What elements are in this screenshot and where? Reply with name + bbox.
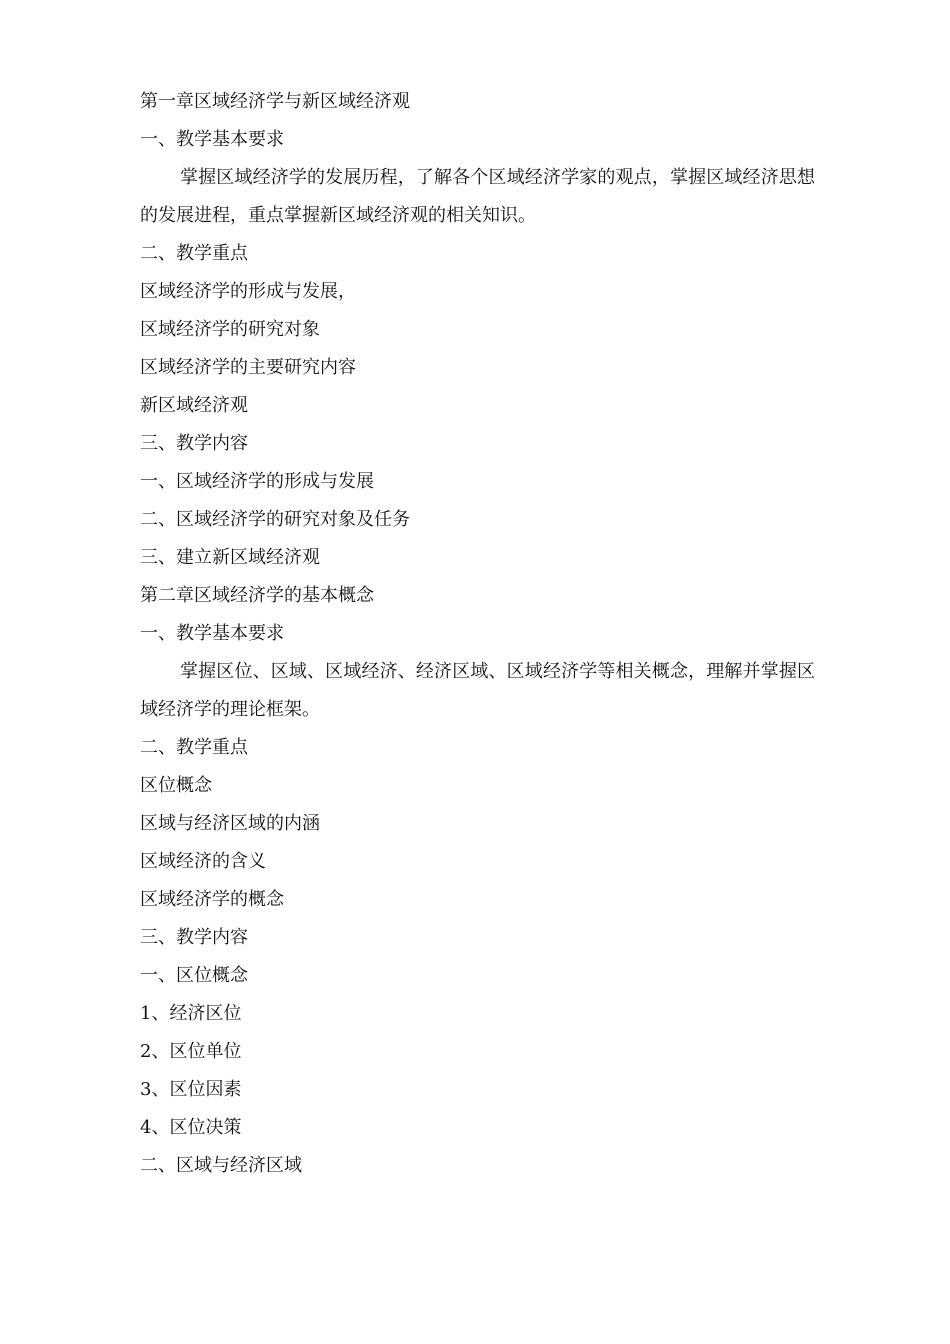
list-item: 区位概念 (140, 775, 212, 796)
chapter-title: 第一章区域经济学与新区域经济观 (140, 91, 410, 112)
list-item: 区域经济学的形成与发展， (140, 281, 356, 302)
list-item: 一、区域经济学的形成与发展 (140, 471, 374, 492)
list-item: 二、区域与经济区域 (140, 1155, 302, 1176)
list-item: 区域与经济区域的内涵 (140, 813, 320, 834)
document-body (140, 83, 815, 1185)
section-heading: 二、教学重点 (140, 243, 248, 264)
list-item: 4、区位决策 (140, 1117, 242, 1138)
list-item: 一、区位概念 (140, 965, 248, 986)
list-item: 二、区域经济学的研究对象及任务 (140, 509, 410, 530)
list-item: 区域经济学的主要研究内容 (140, 357, 356, 378)
paragraph: 掌握区位、区域、区域经济、经济区域、区域经济学等相关概念，理解并掌握区域经济学的理论框架。 (140, 661, 815, 720)
section-heading: 三、教学内容 (140, 433, 248, 454)
list-item: 区域经济的含义 (140, 851, 266, 872)
list-item: 2、区位单位 (140, 1041, 242, 1062)
section-heading: 二、教学重点 (140, 737, 248, 758)
section-heading: 一、教学基本要求 (140, 129, 284, 150)
list-item: 三、建立新区域经济观 (140, 547, 320, 568)
section-heading: 一、教学基本要求 (140, 623, 284, 644)
paragraph: 掌握区域经济学的发展历程，了解各个区域经济学家的观点，掌握区域经济思想的发展进程，重点掌握新区域经济观的相关知识。 (140, 167, 815, 226)
list-item: 区域经济学的概念 (140, 889, 284, 910)
chapter-title: 第二章区域经济学的基本概念 (140, 585, 374, 606)
section-heading: 三、教学内容 (140, 927, 248, 948)
list-item: 新区域经济观 (140, 395, 248, 416)
list-item: 3、区位因素 (140, 1079, 242, 1100)
list-item: 区域经济学的研究对象 (140, 319, 320, 340)
list-item: 1、经济区位 (140, 1003, 242, 1024)
